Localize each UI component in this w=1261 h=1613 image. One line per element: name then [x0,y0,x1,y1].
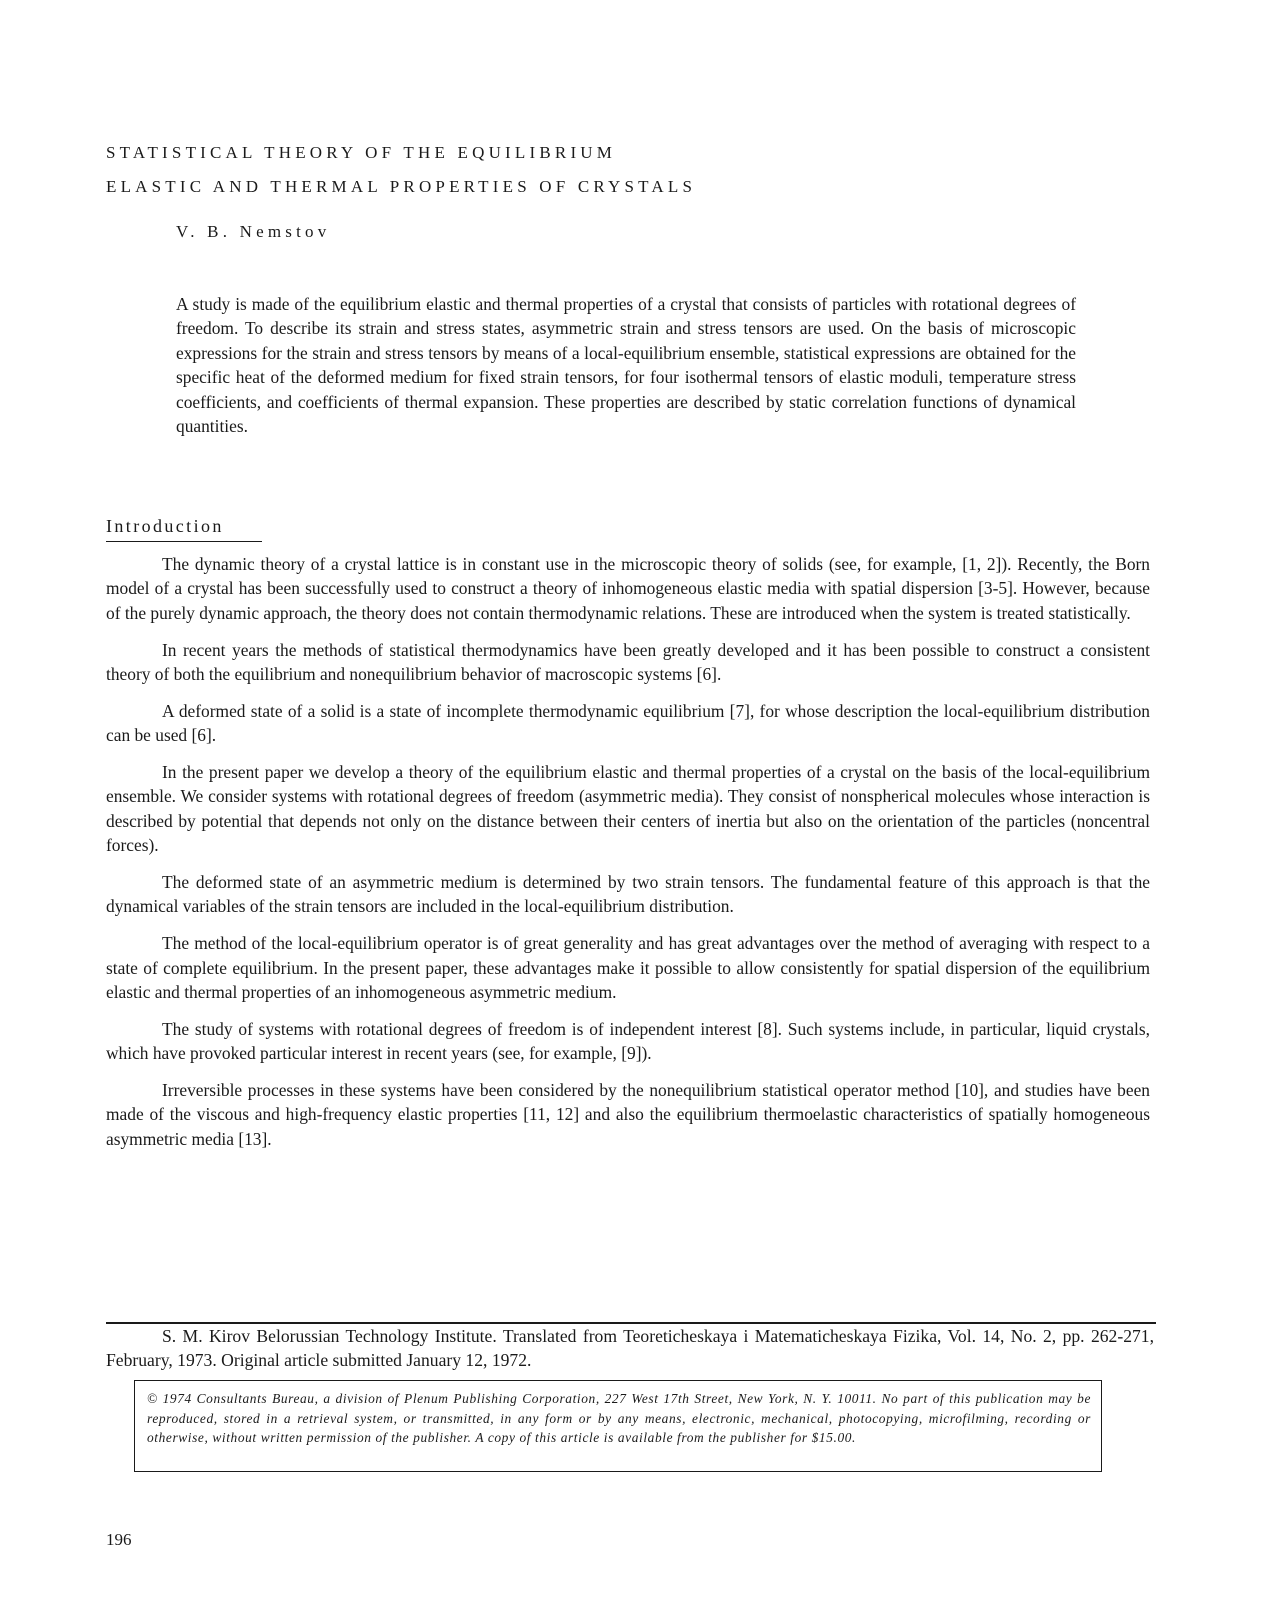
paragraph-5: The deformed state of an asymmetric medium is determined by two strain tensors. The fundamental feature of this approach is that the dynamical variables of the strain tensors are included in the local-equilibrium distribution. [106,872,1150,917]
paragraph-1: The dynamic theory of a crystal lattice is in constant use in the microscopic theory of solids (see, for example, [1, 2]). Recently, the Born model of a crystal has been successfully used to construct a theory of inhomogeneous elastic media with spatial dispersion [3-5]. However, because of the purely dynamic approach, the theory does not contain thermodynamic relations. These are introduced when the system is treated statistically. [106,554,1150,623]
paragraph-4: In the present paper we develop a theory of the equilibrium elastic and thermal properties of a crystal on the basis of the local-equilibrium ensemble. We consider systems with rotational degrees of freedom (asymmetric media). They consist of nonspherical molecules whose interaction is described by potential that depends not only on the distance between their centers of inertia but also on the orientation of the particles (noncentral forces). [106,762,1150,856]
article-title [106,136,696,204]
page-number: 196 [106,1530,132,1549]
copyright-notice-box [134,1380,1102,1472]
copyright-notice: © 1974 Consultants Bureau, a division of Plenum Publishing Corporation, 227 West 17th Street, New York, N. Y. 10011. No part of this publication may be reproduced, stored in a retrieval system, or transmitted, in any form or by any means, electronic, mechanical, photocopying, microfilming, recording or otherwise, without written permission of the publisher. A copy of this article is available from the publisher for $15.00. [147,1391,1091,1446]
paragraph-3: A deformed state of a solid is a state of incomplete thermodynamic equilibrium [7], for whose description the local-equilibrium distribution can be used [6]. [106,700,1150,746]
paragraph-6: The method of the local-equilibrium operator is of great generality and has great advantages over the method of averaging with respect to a state of complete equilibrium. In the present paper, these advantages make it possible to allow consistently for spatial dispersion of the equilibrium elastic and thermal properties of an inhomogeneous asymmetric medium. [106,933,1150,1003]
affiliation-footnote: S. M. Kirov Belorussian Technology Institute. Translated from Teoreticheskaya i Matematicheskaya Fizika, Vol. 14, No. 2, pp. 262-271, February, 1973. Original article submitted January 12, 1972. [106,1326,1154,1371]
paragraph-2: In recent years the methods of statistical thermodynamics have been greatly developed and it has been possible to construct a consistent theory of both the equilibrium and nonequilibrium behavior of macroscopic systems [6]. [106,639,1150,685]
title-line-2: ELASTIC AND THERMAL PROPERTIES OF CRYSTALS [106,177,697,196]
paragraph-8: Irreversible processes in these systems have been considered by the nonequilibrium statistical operator method [10], and studies have been made of the viscous and high-frequency elastic properties [11, 12] and also the equilibrium thermoelastic characteristics of spatially homogeneous asymmetric media [13]. [106,1080,1150,1149]
introduction-body [106,552,1150,1164]
title-line-1: STATISTICAL THEORY OF THE EQUILIBRIUM [106,143,617,162]
paragraph-7: The study of systems with rotational degrees of freedom is of independent interest [8]. Such systems include, in particular, liquid crystals, which have provoked particular interest in recent years (see, for example, [9]). [106,1018,1150,1064]
section-heading-introduction: Introduction [106,516,224,536]
abstract: A study is made of the equilibrium elastic and thermal properties of a crystal that consists of particles with rotational degrees of freedom. To describe its strain and stress states, asymmetric strain and stress tensors are used. On the basis of microscopic expressions for the strain and stress tensors by means of a local-equilibrium ensemble, statistical expressions are obtained for the specific heat of the deformed medium for fixed strain tensors, for four isothermal tensors of elastic moduli, temperature stress coefficients, and coefficients of thermal expansion. These properties are described by static correlation functions of dynamical quantities. [176,294,1076,437]
author-name: V. B. Nemstov [176,222,331,241]
section-heading-underline [106,541,262,542]
